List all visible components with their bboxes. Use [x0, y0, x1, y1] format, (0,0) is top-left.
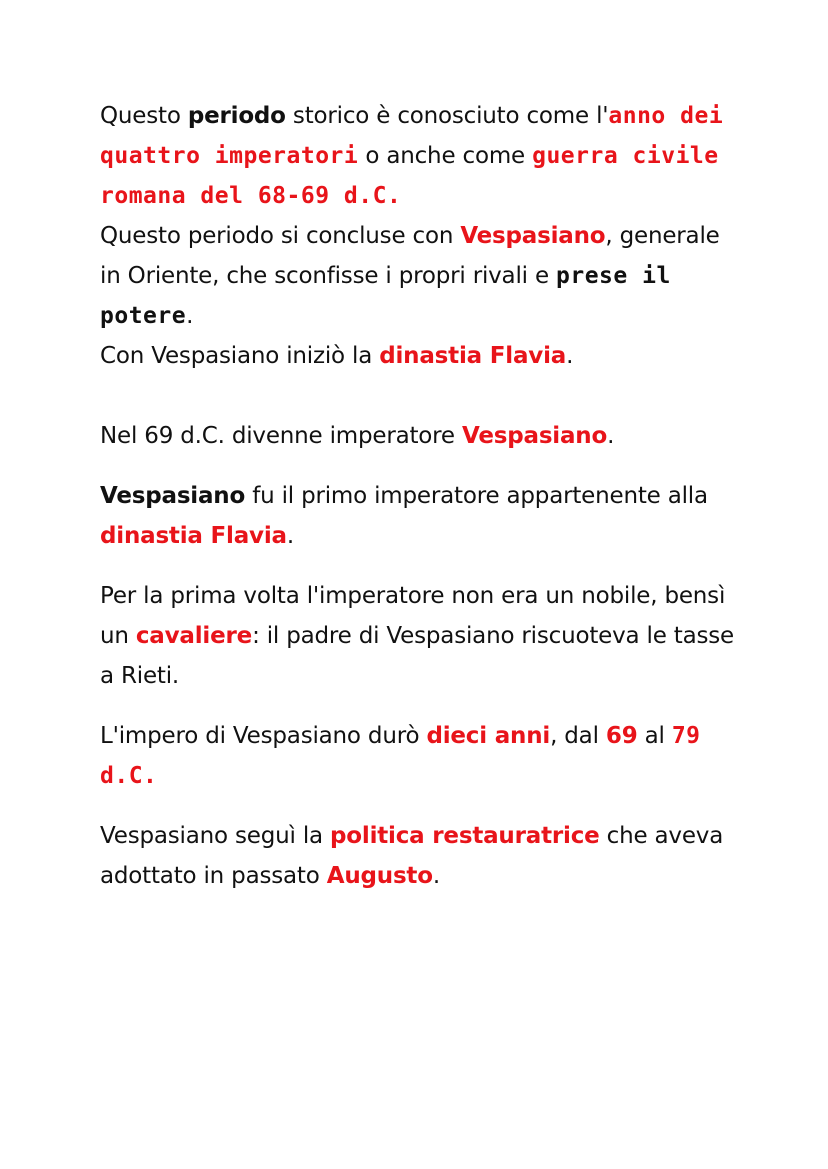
paragraph-inizio-dinastia — [100, 336, 740, 376]
term-dieci-anni: dieci anni — [426, 723, 551, 749]
paragraph-conclusione-periodo — [100, 216, 740, 336]
text: . — [432, 863, 440, 889]
text: : il padre di Vespasiano riscuoteva le tasse a Rieti. — [100, 623, 735, 689]
text: . — [607, 423, 615, 449]
text: , dal — [550, 723, 606, 749]
text: Nel 69 d.C. divenne imperatore — [100, 423, 462, 449]
term-guerra-civile: guerra civile — [532, 143, 719, 169]
term-romana-68-69: romana del 68-69 d.C. — [100, 183, 402, 209]
text: Con Vespasiano iniziò la — [100, 343, 380, 369]
term-year-69: 69 — [605, 723, 638, 749]
text: o anche come — [358, 143, 533, 169]
paragraph-cavaliere — [100, 576, 740, 696]
term-augusto: Augusto — [326, 863, 433, 889]
document-page — [100, 96, 740, 896]
term-vespasiano: Vespasiano — [460, 223, 606, 249]
text: storico è conosciuto come l' — [285, 103, 609, 129]
term-dinastia-flavia: dinastia Flavia — [379, 343, 567, 369]
paragraph-anno-quattro-imperatori — [100, 96, 740, 216]
term-quattro-imperatori: quattro imperatori — [100, 143, 359, 169]
term-cavaliere: cavaliere — [135, 623, 253, 649]
term-year-79-dc: 79 d.C. — [100, 723, 701, 789]
spacer — [100, 796, 740, 816]
text: Per la prima volta l'imperatore non era un nobile, bensì un — [100, 583, 726, 649]
text: . — [566, 343, 574, 369]
text: L'impero di Vespasiano durò — [100, 723, 427, 749]
paragraph-primo-imperatore — [100, 476, 740, 556]
text: . — [186, 303, 194, 329]
paragraph-69-dc — [100, 416, 740, 456]
text: Vespasiano seguì la — [100, 823, 331, 849]
spacer — [100, 456, 740, 476]
spacer — [100, 556, 740, 576]
text: al — [637, 723, 672, 749]
spacer — [100, 696, 740, 716]
term-periodo: periodo — [187, 103, 286, 129]
term-prese-il-potere: prese il potere — [100, 263, 671, 329]
paragraph-politica-restauratrice — [100, 816, 740, 896]
term-vespasiano: Vespasiano — [462, 423, 608, 449]
text: , generale in Oriente, che sconfisse i propri rivali e — [100, 223, 720, 289]
text: Questo periodo si concluse con — [100, 223, 461, 249]
term-anno-dei: anno dei — [608, 103, 724, 129]
text: Questo — [100, 103, 188, 129]
term-dinastia-flavia: dinastia Flavia — [100, 523, 287, 549]
term-politica-restauratrice: politica restauratrice — [330, 823, 600, 849]
text: che aveva adottato in passato — [100, 823, 724, 889]
text: . — [286, 523, 294, 549]
text: fu il primo imperatore appartenente alla — [245, 483, 708, 509]
spacer — [100, 376, 740, 416]
paragraph-durata-impero — [100, 716, 740, 796]
term-vespasiano-bold: Vespasiano — [100, 483, 246, 509]
